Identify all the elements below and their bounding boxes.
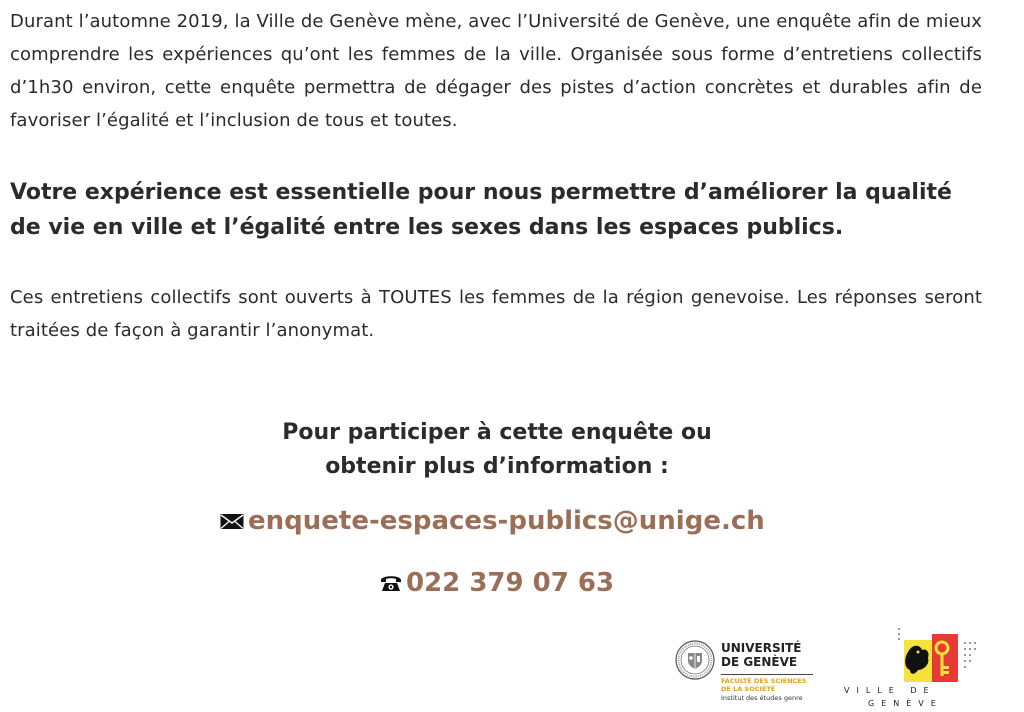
- eligibility-paragraph: Ces entretiens collectifs sont ouverts à TOUTES les femmes de la région genevoise. Les réponses seront traitées de façon à garantir l’anonymat.: [10, 287, 982, 341]
- cta-line-1: Pour participer à cette enquête ou: [282, 420, 712, 445]
- envelope-icon: [220, 513, 244, 530]
- phone-number[interactable]: 022 379 07 63: [406, 568, 615, 598]
- email-link[interactable]: enquete-espaces-publics@unige.ch: [248, 506, 765, 536]
- faculty-name: [721, 678, 806, 693]
- ville-label-line-1: VILLE DE: [844, 686, 936, 695]
- intro-paragraph: Durant l’automne 2019, la Ville de Genève mène, avec l’Université de Genève, une enquête afin de mieux comprendre les expériences qu’ont les femmes de la ville. Organisée sous forme d’entretiens collectifs d’1h30 environ, cette enquête permettra de dégager des pistes d’action concrètes et durables afin de favoriser l’égalité et l’inclusion de tous et toutes.: [10, 11, 982, 131]
- ville-label-line-2: GENÈVE: [868, 699, 943, 708]
- call-to-action: [0, 416, 994, 484]
- logo-divider: [721, 674, 813, 675]
- geneva-coat-of-arms-icon: [838, 626, 983, 686]
- lead-statement: Votre expérience est essentielle pour nous permettre d’améliorer la qualité de vie en ville et l’égalité entre les sexes dans les espaces publics.: [10, 180, 952, 240]
- faculty-line-1: FACULTÉ DES SCIENCES: [721, 677, 807, 685]
- unige-name: [721, 641, 801, 669]
- cta-line-2: obtenir plus d’information :: [325, 454, 669, 479]
- institute-name: Institut des études genre: [721, 694, 803, 702]
- faculty-line-2: DE LA SOCIÉTÉ: [721, 684, 776, 693]
- phone-contact[interactable]: [380, 568, 614, 598]
- ville-de-geneve-logo: [838, 626, 983, 712]
- phone-icon: [380, 573, 402, 593]
- unige-name-line-2: DE GENÈVE: [721, 655, 798, 669]
- unige-logo: [675, 638, 825, 708]
- unige-name-line-1: UNIVERSITÉ: [721, 641, 802, 655]
- university-seal-icon: [675, 640, 715, 680]
- email-contact[interactable]: [220, 506, 765, 536]
